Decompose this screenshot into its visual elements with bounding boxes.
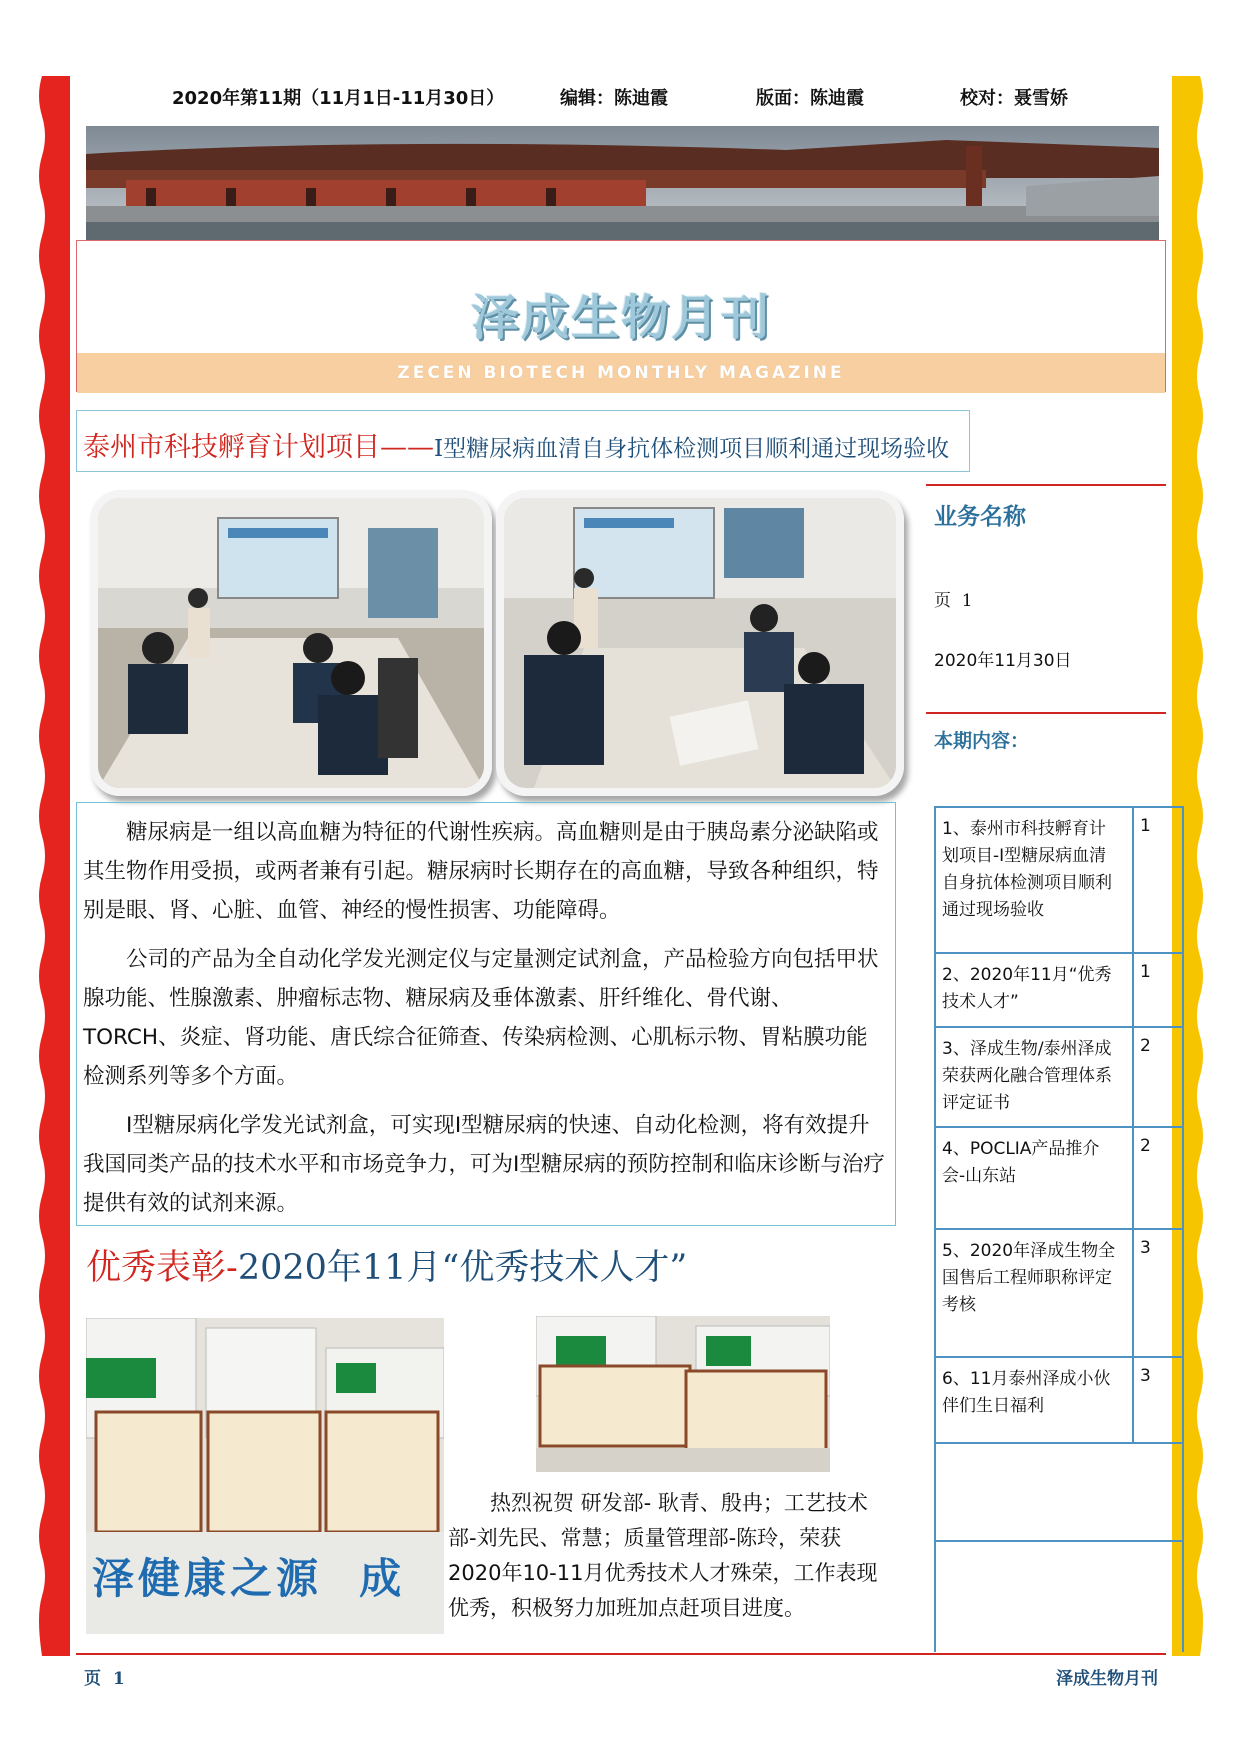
sidebar-toc-title: 本期内容： (934, 730, 1030, 752)
toc-item[interactable] (936, 1026, 1182, 1128)
toc-item-page: 1 (1140, 962, 1151, 982)
banner-photo (86, 126, 1159, 240)
toc-item-text: 3、泽成生物/泰州泽成荣获两化融合管理体系评定证书 (942, 1039, 1112, 1113)
sidebar-divider-top (926, 484, 1166, 486)
toc-item-text: 6、11月泰州泽成小伙伴们生日福利 (942, 1369, 1111, 1416)
sidebar-business-title: 业务名称 (934, 503, 1026, 530)
article1-body (76, 802, 896, 1226)
sidebar-date: 2020年11月30日 (934, 651, 1072, 671)
toc-item-text: 5、2020年泽成生物全国售后工程师职称评定考核 (942, 1241, 1116, 1315)
toc-item-page: 2 (1140, 1036, 1151, 1056)
masthead (76, 240, 1166, 392)
award-photo-1 (86, 1318, 444, 1634)
layout-info: 版面：陈迪霞 (756, 88, 864, 109)
footer-divider (76, 1653, 1166, 1655)
toc-item-text: 2、2020年11月“优秀技术人才” (942, 965, 1112, 1012)
left-decorative-border (36, 76, 70, 1656)
footer-magazine-name: 泽成生物月刊 (1056, 1669, 1158, 1689)
toc-item-page: 2 (1140, 1136, 1151, 1156)
article1-paragraph-2: 公司的产品为全自动化学发光测定仪与定量测定试剂盒，产品检验方向包括甲状腺功能、性腺激素、肿瘤标志物、糖尿病及垂体激素、肝纤维化、骨代谢、TORCH、炎症、肾功能、唐氏综合征筛查、传染病检测、心肌标示物、胃粘膜功能检测系列等多个方面。 (83, 947, 879, 1089)
article1-headline (76, 410, 970, 472)
masthead-subtitle-bar (77, 353, 1165, 393)
toc-item-page: 1 (1140, 816, 1151, 836)
meeting-photo-1 (90, 490, 492, 796)
toc-item[interactable] (936, 1356, 1182, 1444)
footer-page: 页 1 (84, 1669, 125, 1689)
toc-empty-row (936, 1442, 1182, 1542)
table-of-contents (934, 806, 1184, 1652)
article2-headline-blue: 2020年11月“优秀技术人才” (237, 1248, 688, 1288)
toc-item[interactable] (936, 806, 1182, 954)
meeting-photo-2 (496, 490, 904, 796)
sidebar-page-label: 页 1 (934, 591, 973, 611)
toc-item-page: 3 (1140, 1238, 1151, 1258)
toc-item[interactable] (936, 1126, 1182, 1230)
issue-info: 2020年第11期（11月1日-11月30日） (172, 88, 505, 109)
article2-headline (86, 1240, 687, 1290)
article1-paragraph-3: I型糖尿病化学发光试剂盒，可实现I型糖尿病的快速、自动化检测，将有效提升我国同类产品的技术水平和市场竞争力，可为I型糖尿病的预防控制和临床诊断与治疗提供有效的试剂来源。 (83, 1113, 885, 1216)
toc-item[interactable] (936, 952, 1182, 1028)
proof-info: 校对：聂雪娇 (960, 88, 1068, 109)
magazine-subtitle: ZECEN BIOTECH MONTHLY MAGAZINE (397, 363, 845, 383)
toc-item[interactable] (936, 1228, 1182, 1358)
toc-empty-row (936, 1540, 1182, 1652)
magazine-title: 泽成生物月刊 (470, 290, 771, 346)
article2-headline-red: 优秀表彰- (86, 1248, 238, 1288)
article1-paragraph-1: 糖尿病是一组以高血糖为特征的代谢性疾病。高血糖则是由于胰岛素分泌缺陷或其生物作用受损，或两者兼有引起。糖尿病时长期存在的高血糖，导致各种组织，特别是眼、肾、心脏、血管、神经的慢性损害、功能障碍。 (83, 820, 879, 923)
article1-headline-blue: I型糖尿病血清自身抗体检测项目顺利通过现场验收 (434, 436, 950, 462)
sidebar-divider-middle (926, 712, 1166, 714)
toc-item-text: 1、泰州市科技孵育计划项目-I型糖尿病血清自身抗体检测项目顺利通过现场验收 (942, 819, 1112, 920)
award-photo-2 (536, 1316, 830, 1472)
editor-info: 编辑：陈迪霞 (560, 88, 668, 109)
toc-item-page: 3 (1140, 1366, 1151, 1386)
toc-item-text: 4、POCLIA产品推介会-山东站 (942, 1139, 1100, 1186)
article2-body: 热烈祝贺 研发部- 耿青、殷冉；工艺技术部-刘先民、常慧；质量管理部-陈玲，荣获2020年10-11月优秀技术人才殊荣，工作表现优秀，积极努力加班加点赶项目进度。 (448, 1491, 878, 1620)
award-photo-banner-text: 泽健康之源 成 (92, 1554, 406, 1603)
article1-headline-red: 泰州市科技孵育计划项目—— (83, 432, 434, 463)
